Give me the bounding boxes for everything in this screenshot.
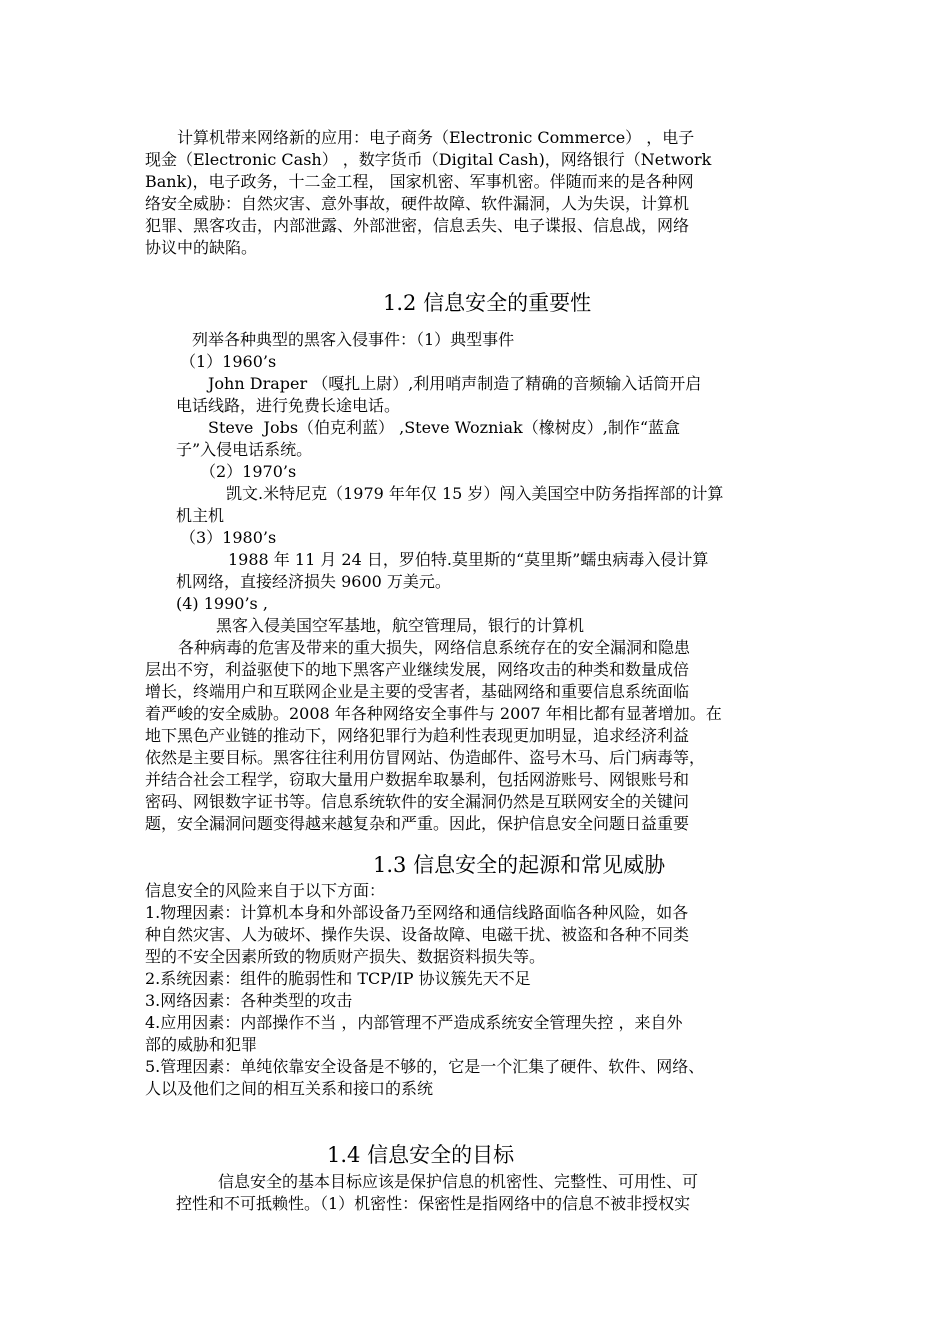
section-line: 型的不安全因素所致的物质财产损失、数据资料损失等。 [145, 947, 546, 966]
section-line: 题，安全漏洞问题变得越来越复杂和严重。因此，保护信息安全问题日益重要 [145, 814, 690, 833]
intro-line: Bank)，电子政务，十二金工程， 国家机密、军事机密。伴随而来的是各种网 [145, 172, 694, 191]
section-line: 控性和不可抵赖性。（1）机密性：保密性是指网络中的信息不被非授权实 [176, 1194, 691, 1213]
section-line: 凯文.米特尼克（1979 年年仅 15 岁）闯入美国空中防务指挥部的计算 [226, 484, 724, 503]
section-line: 部的威胁和犯罪 [145, 1035, 258, 1054]
section-line: 列举各种典型的黑客入侵事件：（1）典型事件 [192, 330, 515, 349]
section-line: （3）1980’s [180, 528, 277, 547]
section-line: 1.物理因素：计算机本身和外部设备乃至网络和通信线路面临各种风险，如各 [145, 903, 689, 922]
section-line: （1）1960’s [180, 352, 277, 371]
section-line: 5.管理因素：单纯依靠安全设备是不够的，它是一个汇集了硬件、软件、网络、 [145, 1057, 705, 1076]
section-line: 电话线路，进行免费长途电话。 [176, 396, 401, 415]
section-line: 4.应用因素：内部操作不当 ，内部管理不严造成系统安全管理失控 ，来自外 [145, 1013, 683, 1032]
section-line: 3.网络因素：各种类型的攻击 [145, 991, 353, 1010]
intro-line: 犯罪、黑客攻击，内部泄露、外部泄密，信息丢失、电子谍报、信息战，网络 [145, 216, 690, 235]
section-heading-1-3: 1.3 信息安全的起源和常见威胁 [373, 853, 666, 877]
section-line: 信息安全的风险来自于以下方面： [145, 881, 386, 900]
section-line: 黑客入侵美国空军基地，航空管理局，银行的计算机 [216, 616, 585, 635]
section-heading-1-4: 1.4 信息安全的目标 [327, 1143, 515, 1167]
section-line: 增长，终端用户和互联网企业是主要的受害者，基础网络和重要信息系统面临 [145, 682, 690, 701]
intro-line: 现金（Electronic Cash） ，数字货币（Digital Cash)，网络银行（Network [145, 150, 712, 169]
section-line: （2）1970’s [200, 462, 297, 481]
section-line: 密码、网银数字证书等。信息系统软件的安全漏洞仍然是互联网安全的关键问 [145, 792, 690, 811]
section-line: 人以及他们之间的相互关系和接口的系统 [145, 1079, 434, 1098]
intro-line: 计算机带来网络新的应用：电子商务（Electronic Commerce） ，电子 [145, 128, 695, 147]
section-line: 层出不穷，利益驱使下的地下黑客产业继续发展，网络攻击的种类和数量成倍 [145, 660, 690, 679]
intro-line: 络安全威胁：自然灾害、意外事故，硬件故障、软件漏洞，人为失误，计算机 [145, 194, 690, 213]
section-line: 各种病毒的危害及带来的重大损失，网络信息系统存在的安全漏洞和隐患 [178, 638, 691, 657]
section-line: 并结合社会工程学，窃取大量用户数据牟取暴利，包括网游账号、网银账号和 [145, 770, 690, 789]
section-line: 1988 年 11 月 24 日，罗伯特.莫里斯的“莫里斯”蠕虫病毒入侵计算 [228, 550, 709, 569]
section-line: Steve Jobs（伯克利蓝） ,Steve Wozniak（橡树皮）,制作“蓝盒 [208, 418, 681, 437]
section-line: 种自然灾害、人为破坏、操作失误、设备故障、电磁干扰、被盗和各种不同类 [145, 925, 690, 944]
section-line: 依然是主要目标。黑客往往利用仿冒网站、伪造邮件、盗号木马、后门病毒等， [145, 748, 706, 767]
section-line: (4) 1990’s , [176, 594, 268, 613]
section-line: 子”入侵电话系统。 [176, 440, 313, 459]
section-line: 机网络，直接经济损失 9600 万美元。 [176, 572, 451, 591]
section-line: 信息安全的基本目标应该是保护信息的机密性、完整性、可用性、可 [218, 1172, 699, 1191]
intro-line: 协议中的缺陷。 [145, 238, 258, 257]
section-line: 着严峻的安全威胁。2008 年各种网络安全事件与 2007 年相比都有显著增加。在 [145, 704, 722, 723]
section-line: 2.系统因素：组件的脆弱性和 TCP/IP 协议簇先天不足 [145, 969, 531, 988]
section-heading-1-2: 1.2 信息安全的重要性 [383, 291, 592, 315]
section-line: John Draper （嘎扎上尉）,利用哨声制造了精确的音频输入话筒开启 [208, 374, 702, 393]
section-line: 地下黑色产业链的推动下，网络犯罪行为趋利性表现更加明显，追求经济利益 [145, 726, 690, 745]
section-line: 机主机 [176, 506, 225, 525]
